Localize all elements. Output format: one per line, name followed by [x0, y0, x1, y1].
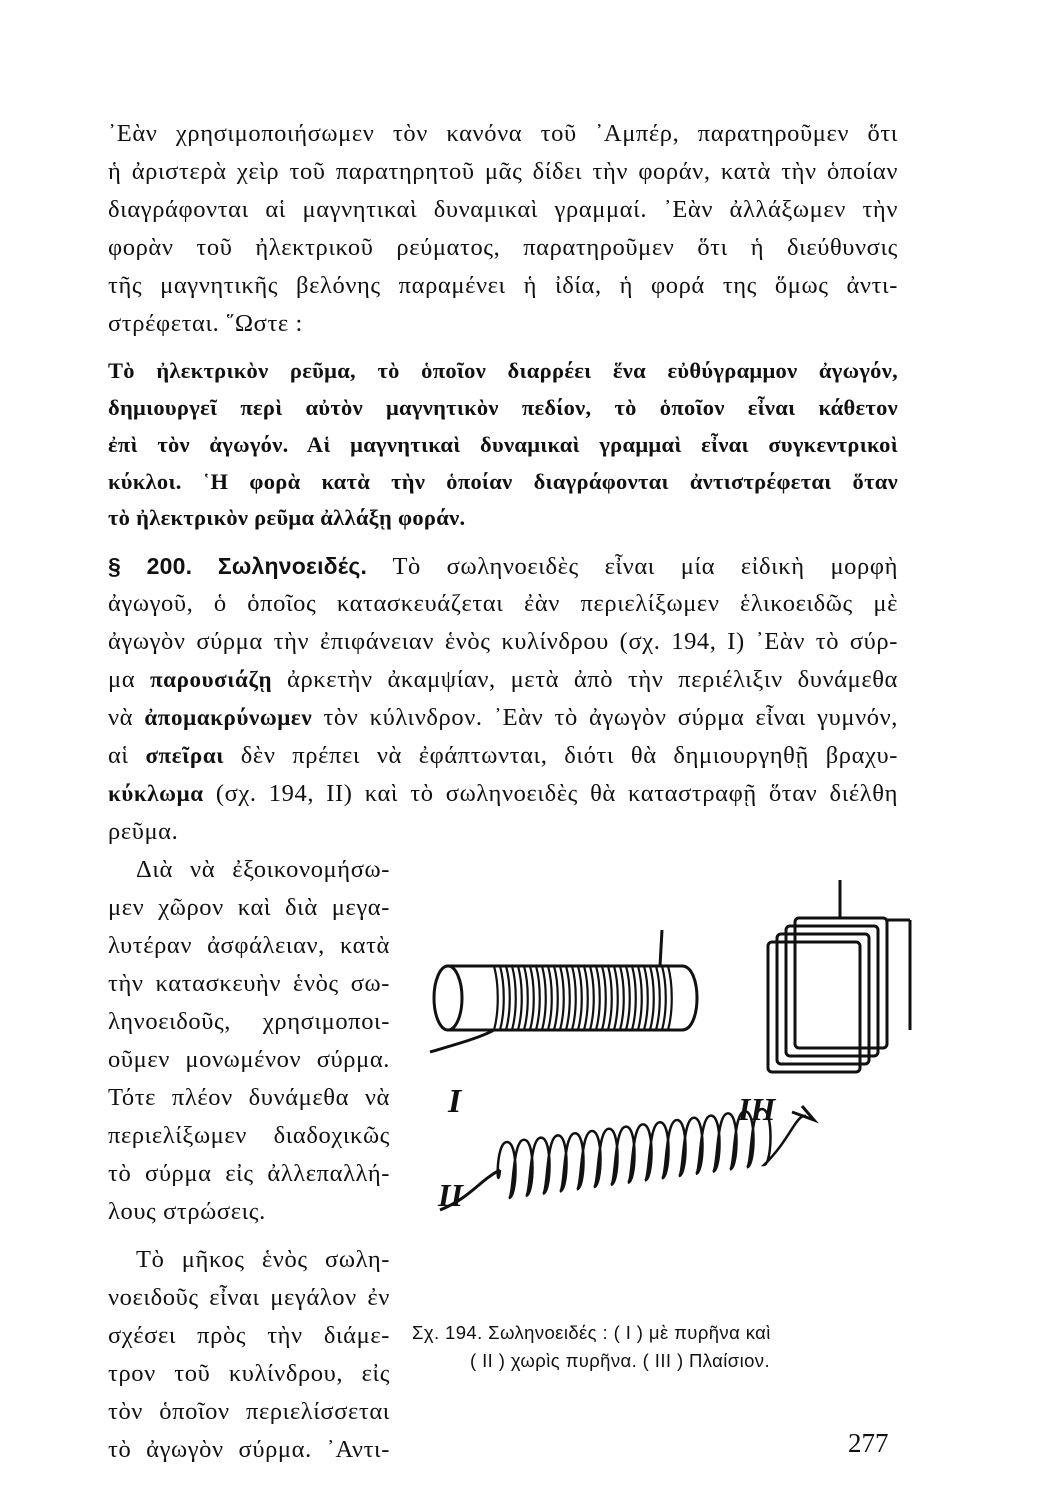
text-line: τρον τοῦ κυλίνδρου, εἰς [108, 1360, 390, 1387]
text-line: διαγράφονται αἱ μαγνητικαὶ δυναμικαὶ γραμμαί. ᾿Εὰν ἀλλάξωμεν τὴν [108, 196, 898, 223]
figure-caption-line: ( ΙΙ ) χωρὶς πυρῆνα. ( ΙΙΙ ) Πλαίσιον. [470, 1350, 770, 1371]
rule-line: δημιουργεῖ περὶ αὐτὸν μαγνητικὸν πεδίον, τὸ ὁποῖον εἶναι κάθετον [108, 395, 898, 420]
rule-line: ἐπὶ τὸν ἀγωγόν. Αἱ μαγνητικαὶ δυναμικαὶ γραμμαὶ εἶναι συγκεντρικοὶ [108, 432, 898, 457]
text-line: τῆς μαγνητικῆς βελόνης παραμένει ἡ ἰδία, ἡ φορά της ὅμως ἀντι- [108, 272, 898, 299]
section-text: Τὸ σωληνοειδὲς εἶναι μία εἰδικὴ μορφὴ [392, 553, 899, 580]
text-line: λυτέραν ἀσφάλειαν, κατὰ [108, 932, 390, 959]
text-line: ᾿Εὰν χρησιμοποιήσωμεν τὸν κανόνα τοῦ ᾿Αμπέρ, παρατηροῦμεν ὅτι [108, 120, 898, 147]
bold-term: ἀπομακρύνωμεν [144, 705, 313, 730]
rule-line: κύκλοι. ῾Η φορὰ κατὰ τὴν ὁποίαν διαγράφονται ἀντιστρέφεται ὅταν [108, 469, 898, 494]
rule-line: Τὸ ἠλεκτρικὸν ρεῦμα, τὸ ὁποῖον διαρρέει ἕνα εὐθύγραμμον ἀγωγόν, [108, 358, 898, 383]
text-line: οῦμεν μονωμένον σύρμα. [108, 1046, 390, 1073]
figure-label-iii: III [738, 1091, 776, 1127]
text-line: ἀγωγὸν σύρμα τὴν ἐπιφάνειαν ἑνὸς κυλίνδρου (σχ. 194, Ι) ᾿Εὰν τὸ σύρ- [108, 628, 898, 655]
text-line: Διὰ νὰ ἐξοικονομήσω- [136, 856, 390, 883]
text-line: μεν χῶρον καὶ διὰ μεγα- [108, 894, 390, 921]
text-line: Τὸ μῆκος ἑνὸς σωλη- [136, 1246, 390, 1273]
figure-label-i: I [448, 1083, 462, 1120]
bold-term: κύκλωμα [108, 781, 204, 806]
figure-caption-line: Σχ. 194. Σωληνοειδές : ( Ι ) μὲ πυρῆνα καὶ [412, 1322, 771, 1343]
figure-194 [410, 880, 920, 1230]
text-line: ρεῦμα. [108, 818, 179, 845]
text-line: ληνοειδοῦς, χρησιμοποι- [108, 1008, 390, 1035]
rule-line: τὸ ἠλεκτρικὸν ρεῦμα ἀλλάξῃ φοράν. [108, 505, 466, 530]
text-line: λους στρώσεις. [108, 1198, 266, 1225]
text-line: στρέφεται. ῞Ωστε : [108, 310, 303, 337]
text-line: τὸ σύρμα εἰς ἀλλεπαλλή- [108, 1160, 390, 1187]
page-number: 277 [848, 1428, 889, 1458]
bold-term: παρουσιάζῃ [149, 667, 273, 692]
solenoid-with-core-drawing [430, 930, 697, 1052]
text-line: περιελίξωμεν διαδοχικῶς [108, 1122, 390, 1149]
text-line: κύκλωμα (σχ. 194, ΙΙ) καὶ τὸ σωληνοειδὲς θὰ καταστραφῇ ὅταν διέλθη [108, 780, 898, 807]
figure-label-ii: II [438, 1177, 463, 1213]
text-line: τὴν κατασκευὴν ἑνὸς σω- [108, 970, 390, 997]
text-line: μα παρουσιάζῃ ἀρκετὴν ἀκαμψίαν, μετὰ ἀπὸ τὴν περιέλιξιν δυνάμεθα [108, 666, 898, 693]
text-line: ἀγωγοῦ, ὁ ὁποῖος κατασκευάζεται ἐὰν περιελίξωμεν ἑλικοειδῶς μὲ [108, 590, 898, 617]
text-line: τὸν ὁποῖον περιελίσσεται [108, 1398, 390, 1425]
section-first-line [108, 548, 898, 585]
frame-coil-drawing [768, 880, 910, 1072]
text-line: νὰ ἀπομακρύνωμεν τὸν κύλινδρον. ᾿Εὰν τὸ ἀγωγὸν σύρμα εἶναι γυμνόν, [108, 704, 898, 731]
bold-term: σπεῖραι [145, 743, 224, 768]
text-line: νοειδοῦς εἶναι μεγάλον ἐν [108, 1284, 390, 1311]
section-heading: § 200. Σωληνοειδές. [108, 553, 368, 579]
text-line: σχέσει πρὸς τὴν διάμε- [108, 1322, 390, 1349]
text-line: ἡ ἀριστερὰ χεὶρ τοῦ παρατηρητοῦ μᾶς δίδει τὴν φοράν, κατὰ τὴν ὁποίαν [108, 158, 898, 185]
text-line: τὸ ἀγωγὸν σύρμα. ᾿Αντι- [108, 1436, 390, 1463]
text-line: Τότε πλέον δυνάμεθα νὰ [108, 1084, 390, 1111]
text-line: αἱ σπεῖραι δὲν πρέπει νὰ ἐφάπτωνται, διότι θὰ δημιουργηθῇ βραχυ- [108, 742, 898, 769]
text-line: φορὰν τοῦ ἠλεκτρικοῦ ρεύματος, παρατηροῦμεν ὅτι ἡ διεύθυνσις [108, 234, 898, 261]
